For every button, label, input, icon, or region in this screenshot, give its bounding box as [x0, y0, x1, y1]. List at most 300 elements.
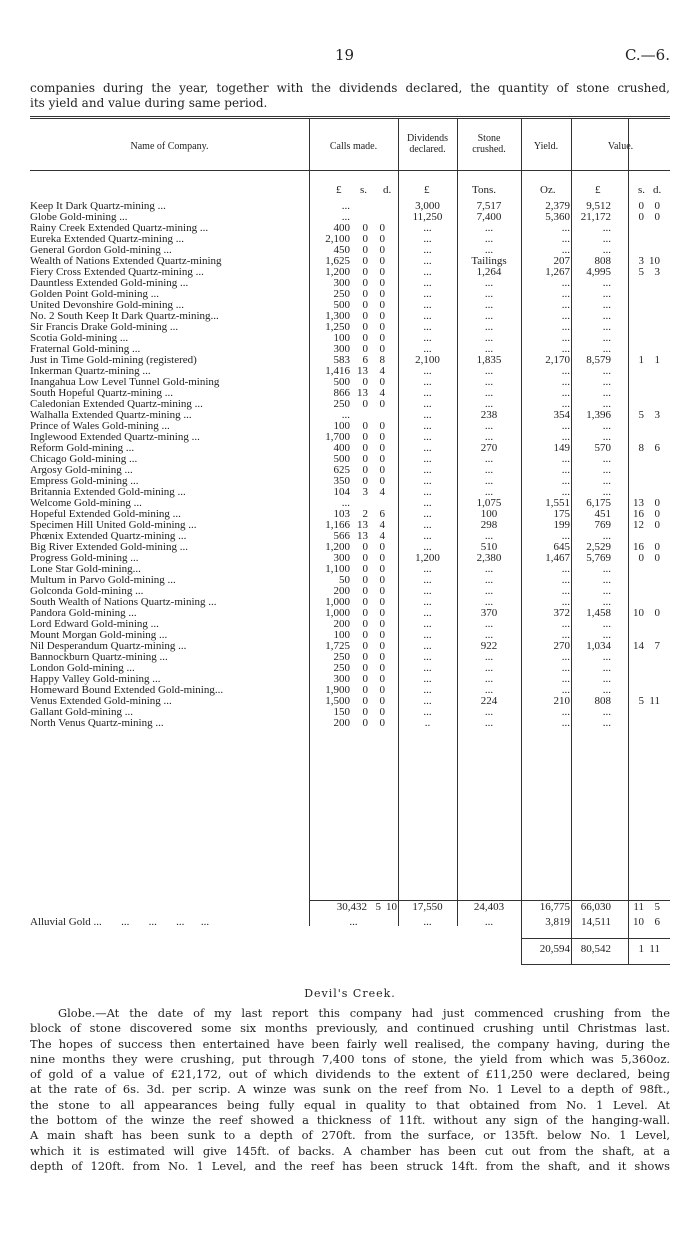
cell-div: ...	[423, 585, 432, 597]
cell-calls: 250	[333, 398, 350, 410]
cell-calls: 583	[333, 354, 350, 366]
cell-cs: 0	[362, 695, 368, 707]
cell-calls: 1,900	[325, 684, 350, 696]
cell-val: 1,458	[586, 607, 611, 619]
table-row	[30, 553, 670, 564]
cell-cd: 6	[379, 508, 385, 520]
cell-calls: 300	[333, 277, 350, 289]
cell-cs: 3	[362, 486, 368, 498]
cell-stone: ...	[484, 310, 494, 322]
cell-calls: 866	[333, 387, 350, 399]
cell-div: ...	[423, 222, 432, 234]
cell-cd: 0	[379, 695, 385, 707]
cell-oz: ...	[561, 717, 570, 729]
cell-cd: 0	[379, 321, 385, 333]
cell-val: ...	[602, 222, 611, 234]
cell-val: ...	[602, 420, 611, 432]
cell-cd: 0	[379, 398, 385, 410]
company-name: Lord Edward Gold-mining ...	[30, 619, 159, 630]
cell-cd: 4	[379, 519, 385, 531]
cell-oz: ...	[561, 288, 570, 300]
cell-cd: 0	[379, 310, 385, 322]
cell-vs: 13	[633, 497, 644, 509]
units-row	[30, 185, 670, 196]
cell-vs: 8	[638, 442, 644, 454]
cell-stone: ...	[484, 277, 494, 289]
cell-cs: 0	[362, 299, 368, 311]
cell-stone: 7,400	[476, 211, 502, 223]
grand-total-rule-top	[521, 938, 670, 939]
cell-val: ...	[602, 321, 611, 333]
table-row	[30, 509, 670, 520]
alluvial-stone: ...	[484, 916, 494, 928]
cell-val: ...	[602, 475, 611, 487]
cell-div: ...	[423, 519, 432, 531]
cell-vs: 16	[633, 541, 644, 553]
cell-oz: ...	[561, 585, 570, 597]
company-name: Empress Gold-mining ...	[30, 476, 139, 487]
company-name: Phœnix Extended Quartz-mining ...	[30, 531, 187, 542]
cell-div: 11,250	[412, 211, 443, 223]
totals-block	[30, 902, 670, 928]
company-name: Big River Extended Gold-mining ...	[30, 542, 188, 553]
cell-stone: ...	[484, 662, 494, 674]
cell-div: ...	[423, 233, 432, 245]
cell-val: ...	[602, 332, 611, 344]
table-row	[30, 267, 670, 278]
body-line: which it is estimated will give 145ft. of backs. A chamber has been cut out from the shaft, at a	[30, 1143, 670, 1158]
cell-stone: ...	[484, 596, 494, 608]
body-line: the bottom of the winze the reef showed a thickness of 11ft. without any sign of the hanging-wall.	[30, 1113, 670, 1128]
cell-cs: 6	[362, 354, 368, 366]
table-row	[30, 344, 670, 355]
company-name: Just in Time Gold-mining (registered)	[30, 355, 197, 366]
cell-div: 2,100	[415, 354, 440, 366]
company-name: Venus Extended Gold-mining ...	[30, 696, 172, 707]
cell-oz: ...	[561, 530, 570, 542]
cell-val: ...	[602, 618, 611, 630]
cell-cd: 0	[379, 706, 385, 718]
cell-oz: ...	[561, 673, 570, 685]
cell-cs: 0	[362, 321, 368, 333]
cell-stone: ...	[484, 717, 494, 729]
cell-cs: 13	[357, 530, 368, 542]
cell-calls: 250	[333, 662, 350, 674]
cell-div: ...	[423, 299, 432, 311]
cell-cd: 0	[379, 464, 385, 476]
cell-div: ...	[423, 277, 432, 289]
unit-calls-pounds: £	[336, 184, 342, 196]
cell-cs: 0	[362, 640, 368, 652]
header-value: Value.	[607, 141, 634, 152]
cell-cs: 0	[362, 288, 368, 300]
cell-cs: 0	[362, 376, 368, 388]
cell-stone: 1,264	[476, 266, 502, 278]
table-row	[30, 630, 670, 641]
cell-cs: 0	[362, 310, 368, 322]
company-name: Pandora Gold-mining ...	[30, 608, 137, 619]
cell-oz: ...	[561, 618, 570, 630]
companies-table	[30, 116, 670, 965]
company-name: Gallant Gold-mining ...	[30, 707, 133, 718]
cell-vs: 0	[638, 200, 644, 212]
cell-calls: 1,725	[325, 640, 350, 652]
company-name: South Hopeful Quartz-mining ...	[30, 388, 173, 399]
cell-calls: 450	[333, 244, 350, 256]
body-line: Globe.—At the date of my last report this company had just commenced crushing from the	[58, 1006, 670, 1020]
total-stone: 24,403	[473, 901, 505, 913]
cell-stone: 270	[480, 442, 498, 454]
cell-val: 451	[594, 508, 611, 520]
cell-div: ...	[423, 409, 432, 421]
table-row	[30, 421, 670, 432]
cell-val: ...	[602, 684, 611, 696]
cell-stone: ...	[484, 387, 494, 399]
cell-stone: 370	[480, 607, 498, 619]
cell-vs: 14	[633, 640, 644, 652]
table-row	[30, 432, 670, 443]
company-name: Fiery Cross Extended Quartz-mining ...	[30, 267, 204, 278]
cell-calls: 1,200	[325, 541, 350, 553]
cell-vd: 3	[654, 266, 660, 278]
cell-calls: 103	[333, 508, 350, 520]
body-line: A main shaft has been sunk to a depth of 270ft. from the surface, or 135ft. below No. 1 Level,	[30, 1128, 670, 1143]
body-line: of gold of a value of £21,172, out of which dividends to the extent of £11,250 were declared, being	[30, 1067, 670, 1082]
cell-vs: 5	[638, 266, 644, 278]
grand-total-block	[30, 944, 670, 955]
totals-row	[30, 902, 670, 913]
company-name: General Gordon Gold-mining ...	[30, 245, 172, 256]
cell-cs: 0	[362, 618, 368, 630]
table-row	[30, 256, 670, 267]
table-row	[30, 696, 670, 707]
cell-val: 1,034	[586, 640, 611, 652]
cell-calls: 1,166	[325, 519, 350, 531]
cell-div: ...	[423, 464, 432, 476]
cell-div: 3,000	[415, 200, 440, 212]
cell-val: ...	[602, 343, 611, 355]
cell-calls: 1,250	[325, 321, 350, 333]
cell-val: 1,396	[586, 409, 611, 421]
cell-div: 1,200	[415, 552, 440, 564]
grand-value-s: 1	[638, 943, 644, 955]
cell-cs: 0	[362, 651, 368, 663]
page-header	[30, 46, 670, 62]
cell-oz: ...	[561, 453, 570, 465]
body-line: The hopes of success then entertained have been fairly well realised, the company having, during the	[30, 1036, 670, 1051]
cell-val: ...	[602, 596, 611, 608]
cell-cd: 0	[379, 288, 385, 300]
cell-calls: 625	[333, 464, 350, 476]
cell-calls: 200	[333, 717, 350, 729]
table-body	[30, 201, 670, 729]
cell-cs: 0	[362, 453, 368, 465]
table-row	[30, 575, 670, 586]
company-name: Multum in Parvo Gold-mining ...	[30, 575, 176, 586]
cell-cs: 13	[357, 365, 368, 377]
cell-val: 4,995	[586, 266, 611, 278]
cell-val: ...	[602, 530, 611, 542]
cell-val: ...	[602, 365, 611, 377]
intro-line: its yield and value during same period.	[30, 96, 268, 110]
cell-stone: ...	[484, 376, 494, 388]
cell-vd: 0	[654, 200, 660, 212]
cell-cd: 0	[379, 222, 385, 234]
cell-cd: 0	[379, 299, 385, 311]
cell-div: ...	[423, 310, 432, 322]
unit-calls-pence: d.	[383, 184, 392, 196]
cell-cd: 0	[379, 233, 385, 245]
cell-stone: ...	[484, 706, 494, 718]
cell-cs: 0	[362, 684, 368, 696]
alluvial-value: 14,511	[581, 916, 611, 928]
cell-cd: 0	[379, 431, 385, 443]
cell-div: ...	[423, 706, 432, 718]
cell-oz: 210	[553, 695, 570, 707]
cell-stone: ...	[484, 618, 494, 630]
cell-oz: ...	[561, 222, 570, 234]
table-row	[30, 685, 670, 696]
cell-stone: ...	[484, 222, 494, 234]
cell-cs: 0	[362, 717, 368, 729]
cell-cs: 0	[362, 662, 368, 674]
unit-stone: Tons.	[472, 184, 496, 196]
cell-oz: ...	[561, 464, 570, 476]
cell-calls: 1,100	[325, 563, 350, 575]
company-name: Welcome Gold-mining ...	[30, 498, 142, 509]
unit-dividends: £	[424, 184, 430, 196]
cell-cd: 0	[379, 442, 385, 454]
cell-div: ...	[423, 387, 432, 399]
cell-val: 808	[594, 695, 611, 707]
cell-stone: ...	[484, 321, 494, 333]
table-row	[30, 322, 670, 333]
cell-val: ...	[602, 387, 611, 399]
cell-vd: 1	[654, 354, 660, 366]
cell-cs: 0	[362, 255, 368, 267]
cell-val: 8,579	[586, 354, 611, 366]
cell-stone: ...	[484, 420, 494, 432]
cell-val: ...	[602, 310, 611, 322]
table-row	[30, 410, 670, 421]
table-row	[30, 245, 670, 256]
cell-calls: 1,000	[325, 607, 350, 619]
cell-oz: ...	[561, 277, 570, 289]
cell-cs: 13	[357, 519, 368, 531]
table-row	[30, 234, 670, 245]
cell-div: ...	[423, 288, 432, 300]
cell-val: 2,529	[586, 541, 611, 553]
cell-cd: 0	[379, 255, 385, 267]
cell-vd: 6	[654, 442, 660, 454]
cell-cd: 4	[379, 530, 385, 542]
cell-oz: 354	[553, 409, 570, 421]
cell-vs: 5	[638, 409, 644, 421]
company-name: Argosy Gold-mining ...	[30, 465, 133, 476]
cell-oz: ...	[561, 629, 570, 641]
company-name: Britannia Extended Gold-mining ...	[30, 487, 186, 498]
cell-calls: 1,625	[325, 255, 350, 267]
cell-stone: ...	[484, 244, 494, 256]
cell-cd: 0	[379, 244, 385, 256]
company-name: Fraternal Gold-mining ...	[30, 344, 141, 355]
company-name: Caledonian Extended Quartz-mining ...	[30, 399, 203, 410]
cell-oz: ...	[561, 651, 570, 663]
cell-val: ...	[602, 629, 611, 641]
company-name: Inangahua Low Level Tunnel Gold-mining	[30, 377, 220, 388]
cell-stone: 298	[480, 519, 498, 531]
table-row	[30, 212, 670, 223]
cell-div: ...	[423, 662, 432, 674]
cell-vd: 0	[654, 497, 660, 509]
cell-div: ...	[423, 574, 432, 586]
cell-oz: ...	[561, 310, 570, 322]
cell-vd: 0	[654, 607, 660, 619]
cell-cs: 0	[362, 420, 368, 432]
company-name: Golconda Gold-mining ...	[30, 586, 144, 597]
cell-cs: 0	[362, 222, 368, 234]
cell-cd: 0	[379, 585, 385, 597]
cell-calls: 500	[333, 376, 350, 388]
cell-cd: 4	[379, 365, 385, 377]
total-dividends: 17,550	[412, 901, 443, 913]
total-value-s: 11	[633, 901, 644, 913]
cell-val: ...	[602, 277, 611, 289]
cell-cs: 0	[362, 464, 368, 476]
cell-div: ...	[423, 530, 432, 542]
alluvial-name: Alluvial Gold ... ... ... ... ...	[30, 917, 210, 928]
cell-stone: ...	[484, 365, 494, 377]
table-row	[30, 674, 670, 685]
cell-vs: 0	[638, 552, 644, 564]
cell-val: 570	[594, 442, 611, 454]
cell-div: ...	[423, 420, 432, 432]
cell-calls: 200	[333, 618, 350, 630]
cell-calls: ...	[341, 200, 350, 212]
cell-stone: 510	[480, 541, 498, 553]
company-name: Keep It Dark Quartz-mining ...	[30, 201, 166, 212]
cell-calls: 250	[333, 651, 350, 663]
cell-oz: ...	[561, 431, 570, 443]
cell-oz: ...	[561, 596, 570, 608]
company-name: Specimen Hill United Gold-mining ...	[30, 520, 197, 531]
cell-div: ...	[423, 563, 432, 575]
cell-calls: 100	[333, 420, 350, 432]
cell-calls: 1,416	[325, 365, 350, 377]
alluvial-yield: 3,819	[545, 916, 570, 928]
company-name: Mount Morgan Gold-mining ...	[30, 630, 168, 641]
page-reference: C.—6.	[624, 46, 670, 64]
cell-oz: ...	[561, 420, 570, 432]
table-row	[30, 333, 670, 344]
cell-div: ...	[423, 255, 432, 267]
table-row	[30, 531, 670, 542]
total-value: 66,030	[580, 901, 611, 913]
cell-oz: 1,467	[545, 552, 570, 564]
alluvial-value-s: 10	[633, 916, 644, 928]
cell-oz: ...	[561, 475, 570, 487]
cell-calls: 566	[333, 530, 350, 542]
cell-div: ...	[423, 629, 432, 641]
company-name: United Devonshire Gold-mining ...	[30, 300, 184, 311]
cell-val: 21,172	[580, 211, 611, 223]
cell-calls: 400	[333, 442, 350, 454]
company-name: Eureka Extended Quartz-mining ...	[30, 234, 184, 245]
cell-cs: 0	[362, 629, 368, 641]
cell-oz: ...	[561, 299, 570, 311]
cell-oz: ...	[561, 244, 570, 256]
cell-vd: 0	[654, 541, 660, 553]
table-row	[30, 311, 670, 322]
cell-oz: ...	[561, 706, 570, 718]
cell-stone: ...	[484, 299, 494, 311]
company-name: London Gold-mining ...	[30, 663, 135, 674]
table-top-rule-2	[30, 118, 670, 119]
table-row	[30, 399, 670, 410]
table-row	[30, 520, 670, 531]
cell-calls: 300	[333, 552, 350, 564]
company-name: North Venus Quartz-mining ...	[30, 718, 164, 729]
cell-calls: ...	[341, 497, 350, 509]
cell-stone: ...	[484, 651, 494, 663]
cell-cs: 0	[362, 706, 368, 718]
table-row	[30, 465, 670, 476]
cell-val: 5,769	[586, 552, 611, 564]
cell-oz: 1,267	[545, 266, 570, 278]
cell-cs: 0	[362, 431, 368, 443]
table-row	[30, 641, 670, 652]
cell-vd: 0	[654, 508, 660, 520]
cell-oz: ...	[561, 233, 570, 245]
cell-calls: 500	[333, 453, 350, 465]
company-name: Walhalla Extended Quartz-mining ...	[30, 410, 192, 421]
cell-stone: ...	[484, 475, 494, 487]
cell-stone: ...	[484, 629, 494, 641]
cell-val: ...	[602, 673, 611, 685]
cell-cd: 0	[379, 618, 385, 630]
company-name: Rainy Creek Extended Quartz-mining ...	[30, 223, 209, 234]
cell-cs: 0	[362, 233, 368, 245]
cell-cd: 0	[379, 277, 385, 289]
cell-calls: 300	[333, 673, 350, 685]
cell-vd: 0	[654, 519, 660, 531]
unit-yield: Oz.	[540, 184, 556, 196]
cell-div: ...	[423, 596, 432, 608]
cell-oz: ...	[561, 332, 570, 344]
cell-oz: ...	[561, 321, 570, 333]
cell-div: ...	[423, 684, 432, 696]
cell-vd: 7	[654, 640, 660, 652]
company-name: Chicago Gold-mining ...	[30, 454, 138, 465]
cell-div: ...	[423, 332, 432, 344]
total-calls-s: 5	[375, 901, 381, 913]
cell-oz: 270	[553, 640, 570, 652]
cell-calls: 400	[333, 222, 350, 234]
cell-cd: 0	[379, 662, 385, 674]
table-row	[30, 289, 670, 300]
cell-div: ...	[423, 266, 432, 278]
company-name: Scotia Gold-mining ...	[30, 333, 129, 344]
total-calls: 30,432	[336, 901, 367, 913]
cell-stone: ...	[484, 288, 494, 300]
cell-stone: ...	[484, 453, 494, 465]
cell-cs: 0	[362, 475, 368, 487]
cell-oz: ...	[561, 684, 570, 696]
cell-div: ...	[423, 475, 432, 487]
cell-vs: 10	[633, 607, 644, 619]
cell-div: ...	[423, 398, 432, 410]
body-line: block of stone discovered some six months previously, and continued crushing until Christmas last.	[30, 1021, 670, 1036]
